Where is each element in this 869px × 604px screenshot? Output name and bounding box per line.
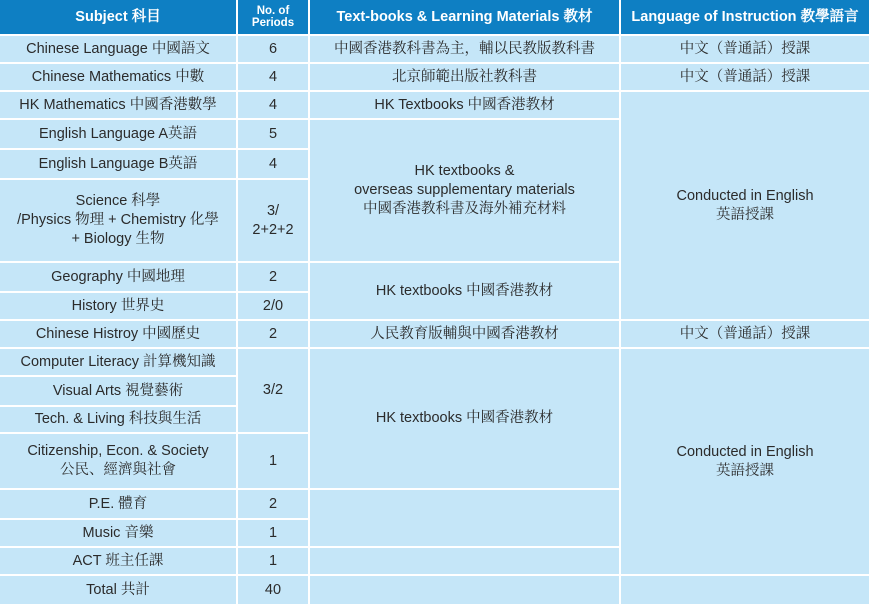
materials-cell: 中國香港教科書為主，輔以民教版教科書 [310, 36, 619, 62]
materials-cell: HK Textbooks 中國香港教材 [310, 92, 619, 118]
periods-cell: 3/ 2+2+2 [238, 180, 308, 261]
subject-cell: Tech. & Living 科技與生活 [0, 407, 236, 432]
periods-cell: 4 [238, 150, 308, 178]
total-materials-blank [310, 576, 619, 604]
materials-cell: 人民教育版輔與中國香港教材 [310, 321, 619, 347]
subject-cell: Geography 中國地理 [0, 263, 236, 291]
materials-cell-merged: HK textbooks 中國香港教材 [310, 263, 619, 319]
periods-cell: 2 [238, 490, 308, 518]
materials-cell-merged: HK textbooks & overseas supplementary materials 中國香港教科書及海外補充材料 [310, 120, 619, 261]
subject-cell: HK Mathematics 中國香港數學 [0, 92, 236, 118]
total-language-blank [621, 576, 869, 604]
subject-cell: Chinese Mathematics 中數 [0, 64, 236, 90]
periods-cell: 2/0 [238, 293, 308, 319]
subject-cell: Music 音樂 [0, 520, 236, 546]
materials-cell-blank [310, 490, 619, 546]
header-subject: Subject 科目 [0, 0, 236, 34]
subject-cell: Chinese Language 中國語文 [0, 36, 236, 62]
periods-cell: 2 [238, 263, 308, 291]
periods-cell: 1 [238, 434, 308, 488]
subject-cell: Visual Arts 視覺藝術 [0, 377, 236, 405]
language-cell: 中文（普通話）授課 [621, 36, 869, 62]
periods-cell: 1 [238, 520, 308, 546]
materials-cell-merged: HK textbooks 中國香港教材 [310, 349, 619, 488]
total-label: Total 共計 [0, 576, 236, 604]
subject-cell: P.E. 體育 [0, 490, 236, 518]
periods-cell: 6 [238, 36, 308, 62]
language-cell: 中文（普通話）授課 [621, 64, 869, 90]
header-language: Language of Instruction 教學語言 [621, 0, 869, 34]
subject-cell: English Language B英語 [0, 150, 236, 178]
periods-cell: 4 [238, 92, 308, 118]
subject-cell: English Language A英語 [0, 120, 236, 148]
periods-cell: 5 [238, 120, 308, 148]
periods-cell-merged: 3/2 [238, 349, 308, 432]
language-cell: 中文（普通話）授課 [621, 321, 869, 347]
subject-cell: Citizenship, Econ. & Society 公民、經濟與社會 [0, 434, 236, 488]
subject-cell: ACT 班主任課 [0, 548, 236, 574]
subject-cell: Computer Literacy 計算機知識 [0, 349, 236, 375]
header-periods: No. of Periods [238, 0, 308, 34]
total-periods: 40 [238, 576, 308, 604]
subject-cell: History 世界史 [0, 293, 236, 319]
periods-cell: 2 [238, 321, 308, 347]
periods-cell: 1 [238, 548, 308, 574]
materials-cell-blank [310, 548, 619, 574]
language-cell-merged: Conducted in English 英語授課 [621, 92, 869, 319]
header-materials: Text-books & Learning Materials 教材 [310, 0, 619, 34]
subject-cell: Chinese Histroy 中國歷史 [0, 321, 236, 347]
subject-cell: Science 科學 /Physics 物理 + Chemistry 化學 + Biology 生物 [0, 180, 236, 261]
materials-cell: 北京師範出版社教科書 [310, 64, 619, 90]
language-cell-merged: Conducted in English 英語授課 [621, 349, 869, 574]
periods-cell: 4 [238, 64, 308, 90]
